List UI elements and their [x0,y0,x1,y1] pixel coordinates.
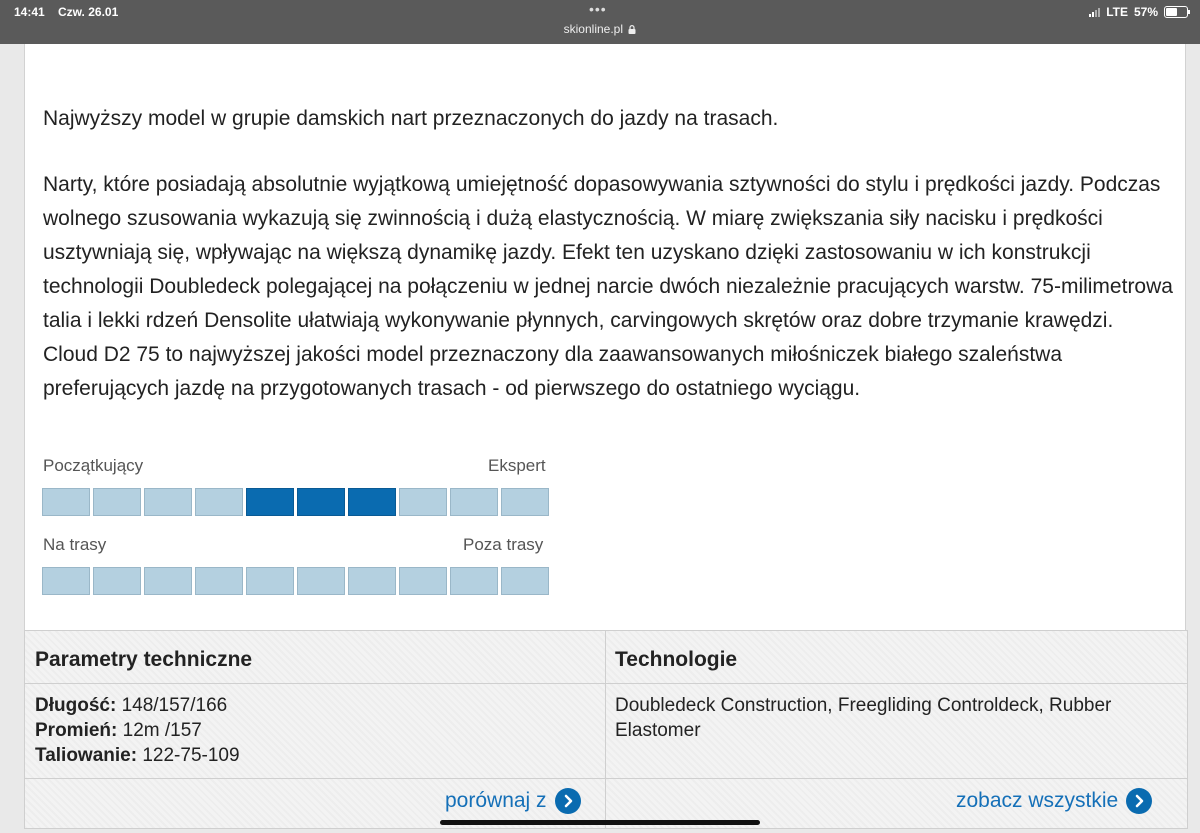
spec-length-label: Długość: [35,695,117,716]
terrain-level-segment [42,567,90,595]
lock-icon [628,25,636,34]
terrain-level-segment [93,567,141,595]
url-text: skionline.pl [563,22,624,36]
chevron-right-circle-icon [555,788,581,814]
skill-level-segment [348,488,396,516]
spec-radius-value: 12m /157 [122,720,202,741]
status-time: 14:41 [14,5,45,19]
description-body: Narty, które posiadają absolutnie wyjątkową umiejętność dopasowywania sztywności do stylu i prędkości jazdy. Podczas wolnego szusowania wykazują się zwinnością i dużą elastycznością. W miarę zwiększania siły nacisku i prędkości usztywniają się, wpływając na większą dynamikę jazdy. Efekt ten uzyskano dzięki zastosowaniu w ich konstrukcji technologii Doubledeck polegającej na połączeniu w jednej narcie dwóch niezależnie pracujących warstw. 75-milimetrowa talia i lekki rdzeń Densolite ułatwiają wykonywanie płynnych, carvingowych skrętów oraz dobre trzymanie krawędzi. Cloud D2 75 to najwyższej jakości model przeznaczony dla zaawansowanych miłośniczek białego szaleństwa preferujących jazdę na przygotowanych trasach - od pierwszego do ostatniego wyciągu. [43,173,1173,400]
terrain-level-segment [144,567,192,595]
terrain-level-segment [450,567,498,595]
home-indicator[interactable] [440,820,760,825]
spec-sidecut [35,743,240,768]
terrain-level-segment [399,567,447,595]
terrain-level-segment [297,567,345,595]
technologies-list: Doubledeck Construction, Freegliding Controldeck, Rubber Elastomer [615,695,1112,741]
specs-header: Parametry techniczne [35,648,253,671]
spec-sidecut-label: Taliowanie: [35,745,138,766]
skill-left-label: Początkujący [43,456,144,475]
terrain-level-segment [246,567,294,595]
product-description-card [24,44,1186,630]
address-bar[interactable] [0,22,1200,36]
skill-level-segment [297,488,345,516]
spec-sidecut-value: 122-75-109 [142,745,240,766]
footer-divider [25,778,1187,779]
spec-radius-label: Promień: [35,720,118,741]
compare-link[interactable] [445,788,581,814]
network-label: LTE [1106,5,1128,19]
status-date: Czw. 26.01 [58,5,119,19]
header-divider [25,683,1187,684]
skill-level-bar [42,488,549,516]
see-all-link-label: zobacz wszystkie [956,789,1119,812]
skill-level-segment [144,488,192,516]
signal-icon [1089,8,1100,17]
technologies-header: Technologie [615,648,738,671]
status-bar [0,0,1200,44]
column-divider [605,631,606,828]
skill-level-segment [501,488,549,516]
skill-level-segment [246,488,294,516]
skill-level-segment [42,488,90,516]
specs-table [24,630,1188,829]
spec-radius [35,718,202,743]
spec-length-value: 148/157/166 [121,695,228,716]
terrain-left-label: Na trasy [43,535,107,554]
skill-level-segment [450,488,498,516]
description-intro: Najwyższy model w grupie damskich nart przeznaczonych do jazdy na trasach. [43,107,779,130]
skill-right-label: Ekspert [488,456,546,475]
status-indicators [1089,5,1188,19]
more-dots-icon[interactable]: ••• [589,1,607,17]
skill-level-segment [195,488,243,516]
skill-level-segment [93,488,141,516]
terrain-right-label: Poza trasy [463,535,544,554]
terrain-level-segment [195,567,243,595]
spec-length [35,693,227,718]
battery-percent: 57% [1133,5,1158,19]
terrain-level-segment [348,567,396,595]
terrain-level-bar [42,567,549,595]
compare-link-label: porównaj z [445,789,547,812]
skill-level-segment [399,488,447,516]
see-all-link[interactable] [956,788,1152,814]
battery-icon [1164,6,1188,18]
chevron-right-circle-icon [1126,788,1152,814]
terrain-level-segment [501,567,549,595]
